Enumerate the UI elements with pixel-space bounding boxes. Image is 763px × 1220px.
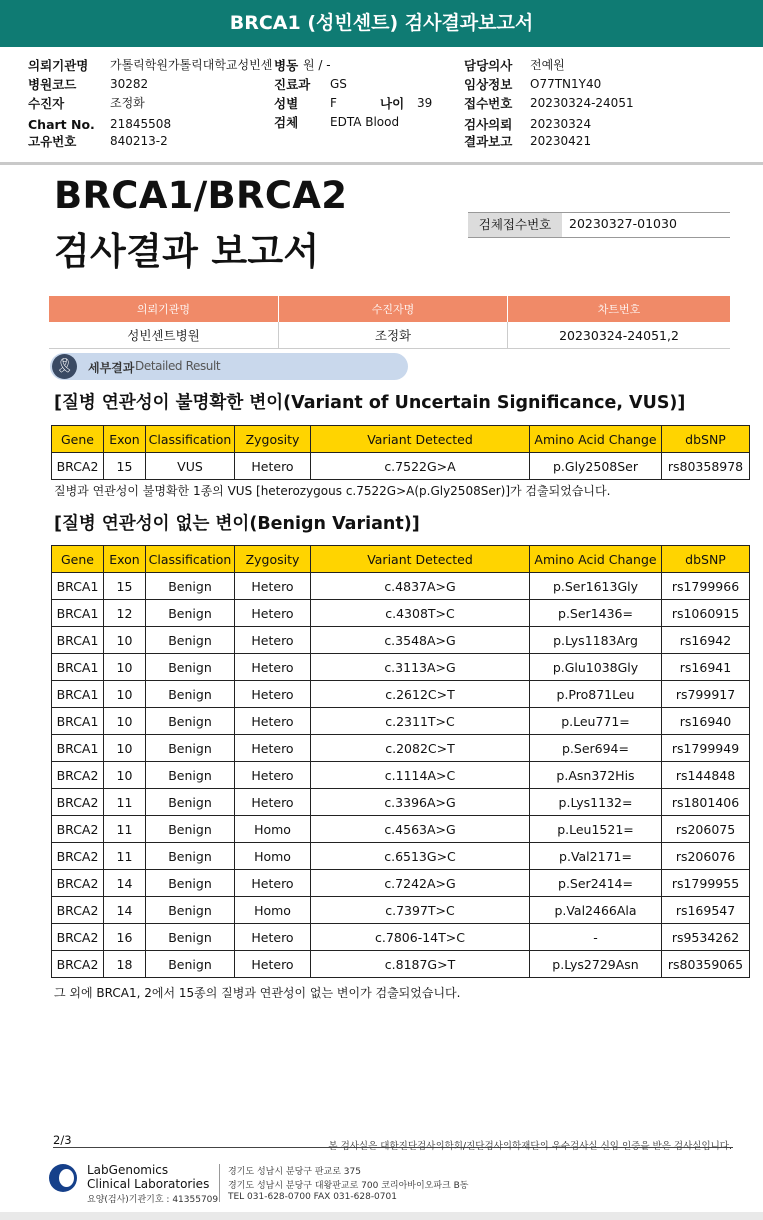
benign-cell: Benign	[146, 924, 235, 951]
benign-cell: Benign	[146, 789, 235, 816]
footer-vertical-divider	[219, 1164, 220, 1202]
header-label-ward: 병동	[274, 58, 299, 73]
benign-cell: c.7397T>C	[311, 897, 530, 924]
vus-col-header: Zygosity	[235, 426, 311, 453]
benign-cell: rs9534262	[662, 924, 750, 951]
lab-name-1: LabGenomics	[87, 1163, 169, 1177]
benign-cell: Benign	[146, 762, 235, 789]
lab-name-2: Clinical Laboratories	[87, 1177, 210, 1191]
vus-table-row	[52, 453, 750, 480]
benign-cell: 10	[104, 708, 146, 735]
benign-cell: c.2311T>C	[311, 708, 530, 735]
benign-cell: p.Lys1132=	[530, 789, 662, 816]
benign-cell: c.2082C>T	[311, 735, 530, 762]
labgenomics-logo	[49, 1164, 77, 1192]
benign-cell: Hetero	[235, 870, 311, 897]
benign-table-row	[52, 789, 750, 816]
benign-table-row	[52, 654, 750, 681]
benign-cell: c.7242A>G	[311, 870, 530, 897]
benign-cell: -	[530, 924, 662, 951]
tel-fax: TEL 031-628-0700 FAX 031-628-0701	[228, 1192, 397, 1202]
benign-cell: c.3548A>G	[311, 627, 530, 654]
benign-cell: c.3396A>G	[311, 789, 530, 816]
page-number: 2/3	[53, 1133, 72, 1147]
benign-cell: BRCA2	[52, 843, 104, 870]
benign-cell: p.Ser1613Gly	[530, 573, 662, 600]
benign-cell: Benign	[146, 654, 235, 681]
vus-col-header: dbSNP	[662, 426, 750, 453]
header-value-patient: 조정화	[110, 96, 145, 110]
benign-cell: c.8187G>T	[311, 951, 530, 978]
header-label-sex: 성별	[274, 96, 299, 111]
header-value-department: GS	[330, 77, 347, 91]
benign-table-row	[52, 816, 750, 843]
benign-heading: [질병 연관성이 없는 변이(Benign Variant)]	[54, 514, 420, 534]
header-value-clinical-info: O77TN1Y40	[530, 77, 602, 91]
vus-table	[51, 425, 750, 480]
benign-cell: 10	[104, 735, 146, 762]
benign-cell: BRCA2	[52, 816, 104, 843]
header-label-report-date: 결과보고	[464, 134, 513, 149]
vus-cell: rs80358978	[662, 453, 750, 480]
benign-cell: BRCA2	[52, 897, 104, 924]
benign-cell: BRCA2	[52, 762, 104, 789]
address-2: 경기도 성남시 분당구 대왕판교로 700 코리아바이오파크 B동	[228, 1181, 469, 1191]
benign-cell: p.Asn372His	[530, 762, 662, 789]
benign-cell: 10	[104, 654, 146, 681]
benign-cell: c.1114A>C	[311, 762, 530, 789]
benign-table-row	[52, 843, 750, 870]
benign-cell: 10	[104, 762, 146, 789]
header-label-hospital-code: 병원코드	[28, 77, 77, 92]
benign-cell: p.Leu1521=	[530, 816, 662, 843]
benign-cell: Benign	[146, 708, 235, 735]
benign-cell: rs1799949	[662, 735, 750, 762]
benign-cell: BRCA1	[52, 627, 104, 654]
header-label-request-date: 검사의뢰	[464, 117, 513, 132]
benign-cell: rs1799966	[662, 573, 750, 600]
vus-cell: BRCA2	[52, 453, 104, 480]
benign-cell: Hetero	[235, 951, 311, 978]
vus-rows	[52, 453, 750, 480]
benign-cell: Benign	[146, 816, 235, 843]
summary-info-table	[49, 296, 730, 349]
benign-cell: Hetero	[235, 600, 311, 627]
benign-table-row	[52, 708, 750, 735]
header-label-institution: 의뢰기관명	[28, 58, 89, 73]
benign-col-header: dbSNP	[662, 546, 750, 573]
benign-cell: rs16940	[662, 708, 750, 735]
vus-cell: 15	[104, 453, 146, 480]
benign-cell: c.4563A>G	[311, 816, 530, 843]
benign-cell: 11	[104, 789, 146, 816]
detailed-result-subtitle: Detailed Result	[135, 359, 221, 373]
benign-col-header: Zygosity	[235, 546, 311, 573]
benign-cell: p.Ser1436=	[530, 600, 662, 627]
benign-cell: BRCA2	[52, 789, 104, 816]
benign-cell: Homo	[235, 816, 311, 843]
benign-cell: Hetero	[235, 924, 311, 951]
benign-cell: Benign	[146, 897, 235, 924]
detailed-result-title: 세부결과	[88, 361, 135, 375]
benign-cell: c.2612C>T	[311, 681, 530, 708]
benign-cell: 10	[104, 627, 146, 654]
benign-cell: c.3113A>G	[311, 654, 530, 681]
benign-cell: Benign	[146, 843, 235, 870]
benign-table-row	[52, 951, 750, 978]
accession-value: 20230327-01030	[569, 216, 677, 231]
info-header-chart: 차트번호	[508, 296, 731, 322]
benign-cell: p.Val2466Ala	[530, 897, 662, 924]
benign-cell: p.Lys2729Asn	[530, 951, 662, 978]
benign-table-row	[52, 600, 750, 627]
header-label-chart-no: Chart No.	[28, 117, 95, 132]
vus-col-header: Variant Detected	[311, 426, 530, 453]
ribbon-icon: 🎗	[52, 354, 77, 379]
benign-table-row	[52, 870, 750, 897]
vus-col-header: Exon	[104, 426, 146, 453]
benign-cell: rs16942	[662, 627, 750, 654]
benign-table-row	[52, 924, 750, 951]
benign-cell: BRCA2	[52, 924, 104, 951]
benign-col-header: Classification	[146, 546, 235, 573]
benign-cell: 15	[104, 573, 146, 600]
header-value-doctor: 전예원	[530, 58, 565, 72]
benign-cell: Homo	[235, 897, 311, 924]
header-value-unique-no: 840213-2	[110, 134, 168, 148]
benign-cell: BRCA1	[52, 600, 104, 627]
benign-cell: 11	[104, 816, 146, 843]
benign-cell: BRCA1	[52, 573, 104, 600]
benign-col-header: Exon	[104, 546, 146, 573]
header-value-age: 39	[417, 96, 433, 110]
benign-cell: Hetero	[235, 573, 311, 600]
info-header-institution: 의뢰기관명	[49, 296, 279, 322]
header-label-department: 진료과	[274, 77, 311, 92]
detailed-result-banner	[50, 353, 408, 380]
benign-cell: rs1801406	[662, 789, 750, 816]
header-divider	[0, 162, 763, 165]
benign-cell: p.Leu771=	[530, 708, 662, 735]
benign-cell: Benign	[146, 870, 235, 897]
benign-table-row	[52, 627, 750, 654]
benign-cell: Hetero	[235, 789, 311, 816]
benign-cell: Hetero	[235, 735, 311, 762]
benign-cell: Benign	[146, 735, 235, 762]
header-label-doctor: 담당의사	[464, 58, 513, 73]
benign-cell: Benign	[146, 951, 235, 978]
benign-table-row	[52, 897, 750, 924]
benign-cell: c.4308T>C	[311, 600, 530, 627]
benign-cell: Benign	[146, 600, 235, 627]
benign-cell: rs206076	[662, 843, 750, 870]
benign-cell: 18	[104, 951, 146, 978]
vus-col-header: Classification	[146, 426, 235, 453]
certification-text	[328, 1138, 732, 1152]
vus-cell: c.7522G>A	[311, 453, 530, 480]
header-value-institution: 가톨릭학원가톨릭대학교성빈센	[110, 58, 273, 72]
benign-cell: 10	[104, 681, 146, 708]
benign-cell: Hetero	[235, 762, 311, 789]
benign-cell: Benign	[146, 573, 235, 600]
header-value-specimen: EDTA Blood	[330, 115, 400, 129]
report-title-bar	[0, 0, 763, 47]
address-1: 경기도 성남시 분당구 판교로 375	[228, 1167, 361, 1177]
vus-note: 질병과 연관성이 불명확한 1종의 VUS [heterozygous c.7522G>A(p.Gly2508Ser)]가 검출되었습니다.	[54, 484, 611, 498]
benign-cell: BRCA1	[52, 708, 104, 735]
header-value-ward: 원 / -	[303, 58, 331, 72]
header-label-receipt-no: 접수번호	[464, 96, 513, 111]
benign-col-header: Variant Detected	[311, 546, 530, 573]
page-footer	[0, 1134, 763, 1220]
benign-header-row	[52, 546, 750, 573]
vus-cell: VUS	[146, 453, 235, 480]
benign-cell: BRCA2	[52, 951, 104, 978]
benign-cell: p.Ser694=	[530, 735, 662, 762]
header-value-report-date: 20230421	[530, 134, 592, 148]
header-label-age: 나이	[380, 96, 405, 111]
benign-cell: p.Ser2414=	[530, 870, 662, 897]
benign-table-row	[52, 735, 750, 762]
accession-label: 검체접수번호	[468, 213, 562, 237]
benign-cell: rs16941	[662, 654, 750, 681]
report-title: BRCA1 (성빈센트) 검사결과보고서	[229, 12, 534, 34]
benign-cell: 11	[104, 843, 146, 870]
info-value-patient: 조정화	[279, 322, 508, 349]
benign-cell: BRCA2	[52, 870, 104, 897]
benign-col-header: Gene	[52, 546, 104, 573]
benign-cell: BRCA1	[52, 681, 104, 708]
benign-cell: Hetero	[235, 654, 311, 681]
benign-cell: 14	[104, 897, 146, 924]
benign-cell: Homo	[235, 843, 311, 870]
vus-col-header: Gene	[52, 426, 104, 453]
main-title-line1: BRCA1/BRCA2	[54, 174, 348, 217]
vus-cell: Hetero	[235, 453, 311, 480]
benign-cell: rs169547	[662, 897, 750, 924]
vus-col-header: Amino Acid Change	[530, 426, 662, 453]
benign-note: 그 외에 BRCA1, 2에서 15종의 질병과 연관성이 없는 변이가 검출되었습니다.	[54, 986, 461, 1000]
patient-header	[0, 47, 763, 165]
benign-cell: rs144848	[662, 762, 750, 789]
header-label-patient: 수진자	[28, 96, 65, 111]
header-value-receipt-no: 20230324-24051	[530, 96, 634, 110]
benign-cell: rs1799955	[662, 870, 750, 897]
benign-cell: Hetero	[235, 681, 311, 708]
info-value-institution: 성빈센트병원	[49, 322, 279, 349]
benign-cell: BRCA1	[52, 735, 104, 762]
benign-table-row	[52, 573, 750, 600]
benign-cell: rs799917	[662, 681, 750, 708]
benign-cell: 14	[104, 870, 146, 897]
benign-table-row	[52, 681, 750, 708]
benign-table	[51, 545, 750, 978]
benign-cell: Hetero	[235, 708, 311, 735]
info-value-chart: 20230324-24051,2	[508, 322, 731, 349]
benign-rows	[52, 573, 750, 978]
benign-cell: c.6513G>C	[311, 843, 530, 870]
benign-cell: p.Val2171=	[530, 843, 662, 870]
benign-cell: 12	[104, 600, 146, 627]
page-bottom-strip	[0, 1212, 763, 1220]
benign-cell: Hetero	[235, 627, 311, 654]
main-title-line2: 검사결과 보고서	[54, 230, 320, 273]
footer-divider	[53, 1147, 733, 1148]
header-label-specimen: 검체	[274, 115, 299, 130]
header-value-chart-no: 21845508	[110, 117, 172, 131]
vus-heading: [질병 연관성이 불명확한 변이(Variant of Uncertain Significance, VUS)]	[54, 393, 686, 413]
header-label-unique-no: 고유번호	[28, 134, 77, 149]
benign-cell: c.7806-14T>C	[311, 924, 530, 951]
benign-cell: rs206075	[662, 816, 750, 843]
info-header-patient: 수진자명	[279, 296, 508, 322]
benign-cell: Benign	[146, 681, 235, 708]
benign-cell: BRCA1	[52, 654, 104, 681]
vus-header-row	[52, 426, 750, 453]
vus-cell: p.Gly2508Ser	[530, 453, 662, 480]
benign-col-header: Amino Acid Change	[530, 546, 662, 573]
header-value-request-date: 20230324	[530, 117, 592, 131]
benign-cell: p.Glu1038Gly	[530, 654, 662, 681]
header-value-sex: F	[330, 96, 337, 110]
benign-cell: p.Pro871Leu	[530, 681, 662, 708]
benign-cell: 16	[104, 924, 146, 951]
institution-code: 요양(검사)기관기호 : 41355709	[87, 1195, 219, 1205]
benign-cell: rs80359065	[662, 951, 750, 978]
header-label-clinical-info: 임상정보	[464, 77, 513, 92]
benign-cell: Benign	[146, 627, 235, 654]
benign-cell: rs1060915	[662, 600, 750, 627]
header-value-hospital-code: 30282	[110, 77, 149, 91]
benign-table-row	[52, 762, 750, 789]
accession-box	[468, 212, 730, 238]
benign-cell: c.4837A>G	[311, 573, 530, 600]
benign-cell: p.Lys1183Arg	[530, 627, 662, 654]
